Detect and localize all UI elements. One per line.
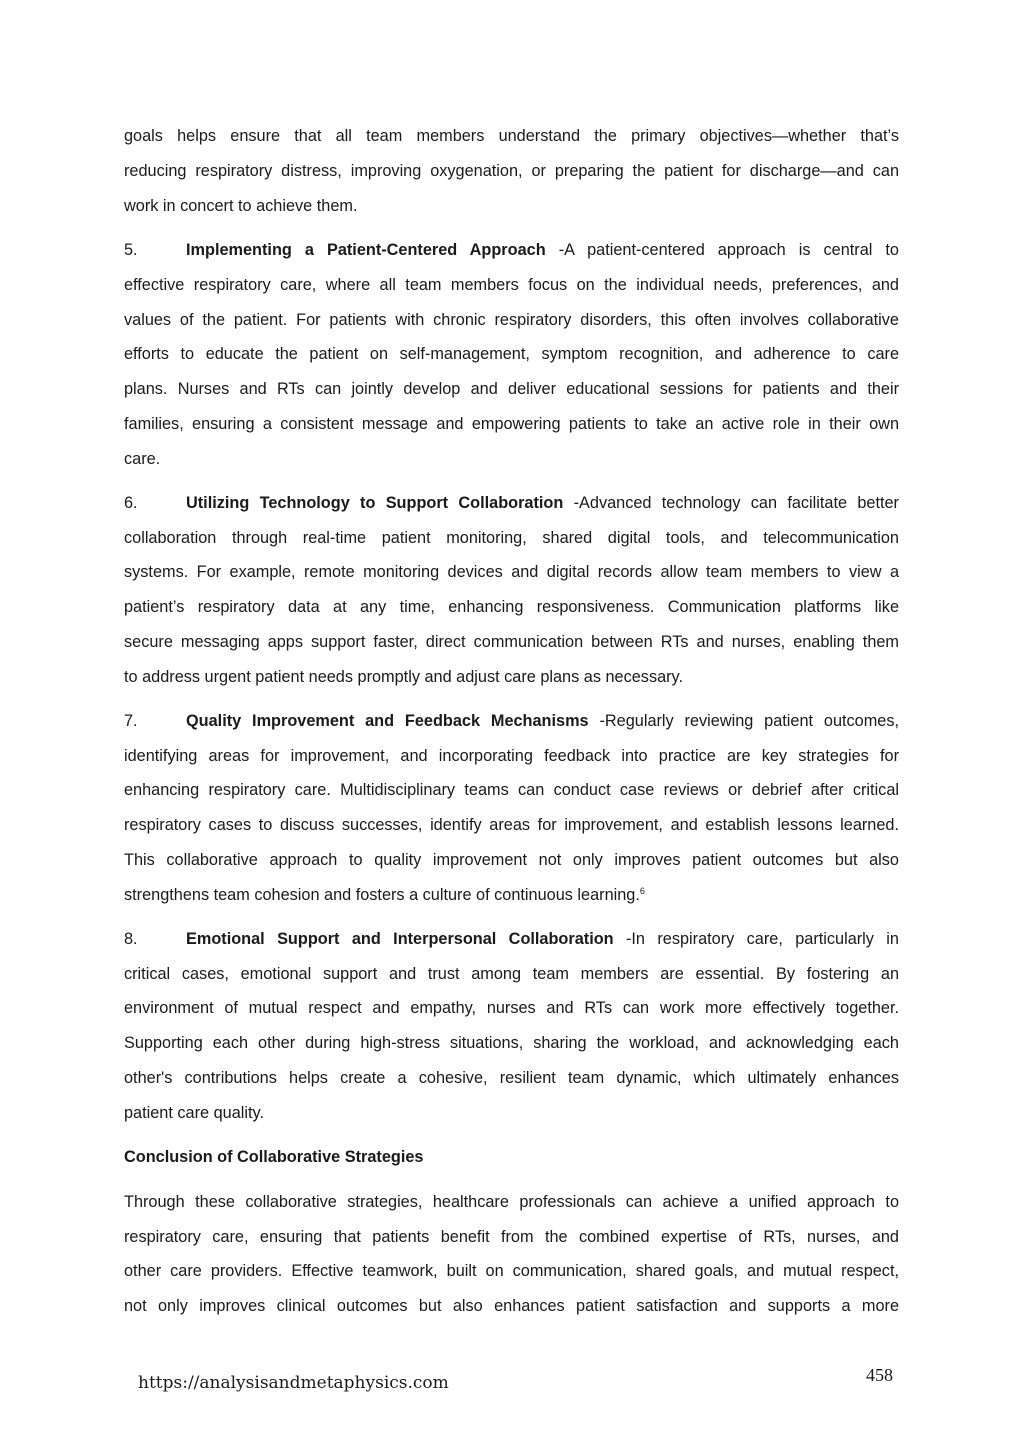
text-line: effective respiratory care, where all team members focus on the individual needs, preferences, and	[124, 276, 899, 294]
text-line: families, ensuring a consistent message and empowering patients to take an active role in their own	[124, 415, 899, 433]
text-line: patient’s respiratory data at any time, enhancing responsiveness. Communication platforms like	[124, 598, 899, 616]
list-item-title: Implementing a Patient-Centered Approach	[186, 241, 546, 259]
page-number: 458	[866, 1365, 893, 1385]
text-line: respiratory care, ensuring that patients benefit from the combined expertise of RTs, nurses, and	[124, 1228, 899, 1246]
text-line: enhancing respiratory care. Multidisciplinary teams can conduct case reviews or debrief after critical	[124, 781, 899, 799]
list-item-5-first-line	[124, 240, 899, 260]
text-line: goals helps ensure that all team members understand the primary objectives—whether that’s	[124, 127, 899, 145]
list-number: 6.	[124, 494, 138, 512]
text-line: efforts to educate the patient on self-management, symptom recognition, and adherence to care	[124, 345, 899, 363]
text-line: care.	[124, 450, 161, 468]
text-line: environment of mutual respect and empathy, nurses and RTs can work more effectively together.	[124, 999, 899, 1017]
text-line-content: strengthens team cohesion and fosters a culture of continuous learning.	[124, 886, 640, 904]
text-line: systems. For example, remote monitoring devices and digital records allow team members to view a	[124, 563, 899, 581]
text-line: collaboration through real-time patient monitoring, shared digital tools, and telecommunication	[124, 529, 899, 547]
text-line: work in concert to achieve them.	[124, 197, 358, 215]
text-line: secure messaging apps support faster, direct communication between RTs and nurses, enabling them	[124, 633, 899, 651]
text-line: critical cases, emotional support and trust among team members are essential. By fostering an	[124, 965, 899, 983]
list-item-title: Emotional Support and Interpersonal Collaboration	[186, 930, 614, 948]
text-line: respiratory cases to discuss successes, identify areas for improvement, and establish lessons learned.	[124, 816, 899, 834]
list-item-text: -Regularly reviewing patient outcomes,	[588, 712, 899, 730]
text-line: plans. Nurses and RTs can jointly develop and deliver educational sessions for patients and their	[124, 380, 899, 398]
list-number: 8.	[124, 930, 138, 948]
text-line: not only improves clinical outcomes but also enhances patient satisfaction and supports a more	[124, 1297, 899, 1315]
list-item-title: Utilizing Technology to Support Collaboration	[186, 494, 564, 512]
text-line: reducing respiratory distress, improving oxygenation, or preparing the patient for discharge—and can	[124, 162, 899, 180]
text-line: Through these collaborative strategies, healthcare professionals can achieve a unified approach to	[124, 1193, 899, 1211]
section-heading: Conclusion of Collaborative Strategies	[124, 1148, 424, 1166]
footer-url: https://analysisandmetaphysics.com	[138, 1373, 449, 1393]
list-item-7-first-line	[124, 711, 899, 731]
text-line: patient care quality.	[124, 1104, 264, 1122]
text-line: Supporting each other during high-stress situations, sharing the workload, and acknowledging each	[124, 1034, 899, 1052]
text-line	[124, 885, 899, 905]
list-number: 7.	[124, 712, 138, 730]
list-number: 5.	[124, 241, 138, 259]
text-line: to address urgent patient needs promptly and adjust care plans as necessary.	[124, 668, 684, 686]
list-item-8-first-line	[124, 929, 899, 949]
text-line: This collaborative approach to quality improvement not only improves patient outcomes but also	[124, 851, 899, 869]
citation-superscript: 6	[639, 886, 645, 896]
text-line: other care providers. Effective teamwork, built on communication, shared goals, and mutual respect,	[124, 1262, 899, 1280]
list-item-text: -In respiratory care, particularly in	[613, 930, 899, 948]
list-item-text: -Advanced technology can facilitate better	[563, 494, 899, 512]
list-item-text: -A patient-centered approach is central to	[545, 241, 899, 259]
text-line: values of the patient. For patients with chronic respiratory disorders, this often involves collaborative	[124, 311, 899, 329]
text-line: other's contributions helps create a cohesive, resilient team dynamic, which ultimately enhances	[124, 1069, 899, 1087]
list-item-6-first-line	[124, 493, 899, 513]
list-item-title: Quality Improvement and Feedback Mechanisms	[186, 712, 589, 730]
text-line: identifying areas for improvement, and incorporating feedback into practice are key strategies for	[124, 747, 899, 765]
